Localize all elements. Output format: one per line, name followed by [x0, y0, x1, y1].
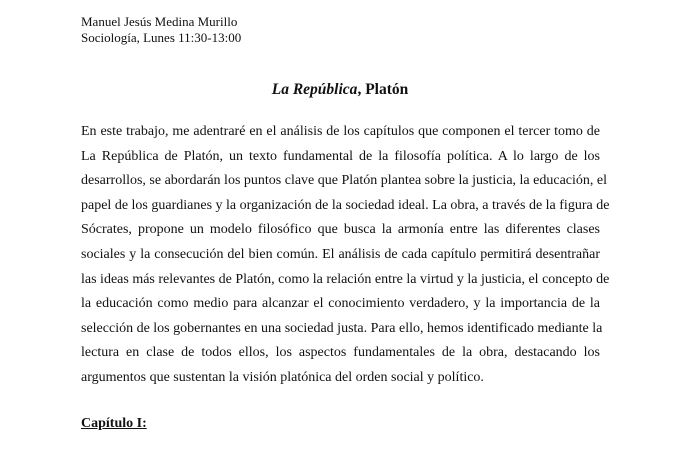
intro-paragraph [81, 120, 610, 391]
paragraph-line: la educación como medio para alcanzar el conocimiento verdadero, y la importancia de la [81, 296, 600, 312]
paragraph-line: lectura en clase de todos ellos, los aspectos fundamentales de la obra, destacando los [81, 345, 600, 361]
paragraph-line: papel de los guardianes y la organización de la sociedad ideal. La obra, a través de la figura de [81, 197, 610, 213]
title-italic: La República [271, 81, 358, 98]
course-info: Sociología, Lunes 11:30-13:00 [81, 30, 242, 45]
paragraph-line: La República de Platón, un texto fundamental de la filosofía política. A lo largo de los [81, 148, 600, 164]
paragraph-line: argumentos que sustentan la visión platónica del orden social y político. [81, 369, 484, 385]
section-heading: Capítulo I: [81, 416, 147, 431]
author-name: Manuel Jesús Medina Murillo [81, 14, 238, 29]
paragraph-line: selección de los gobernantes en una sociedad justa. Para ello, hemos identificado mediante la [81, 320, 603, 336]
paragraph-line: desarrollos, se abordarán los puntos clave que Platón plantea sobre la justicia, la educación, el [81, 173, 607, 189]
paragraph-line: Sócrates, propone un modelo filosófico que busca la armonía entre las diferentes clases [81, 222, 600, 238]
document-title [0, 80, 680, 100]
title-rest: , Platón [357, 81, 409, 98]
document-header [81, 14, 241, 46]
paragraph-line: sociales y la consecución del bien común. El análisis de cada capítulo permitirá desentrañar [81, 246, 600, 262]
paragraph-line: las ideas más relevantes de Platón, como la relación entre la virtud y la justicia, el concepto de [81, 271, 610, 287]
paragraph-line: En este trabajo, me adentraré en el análisis de los capítulos que componen el tercer tomo de [81, 124, 600, 139]
